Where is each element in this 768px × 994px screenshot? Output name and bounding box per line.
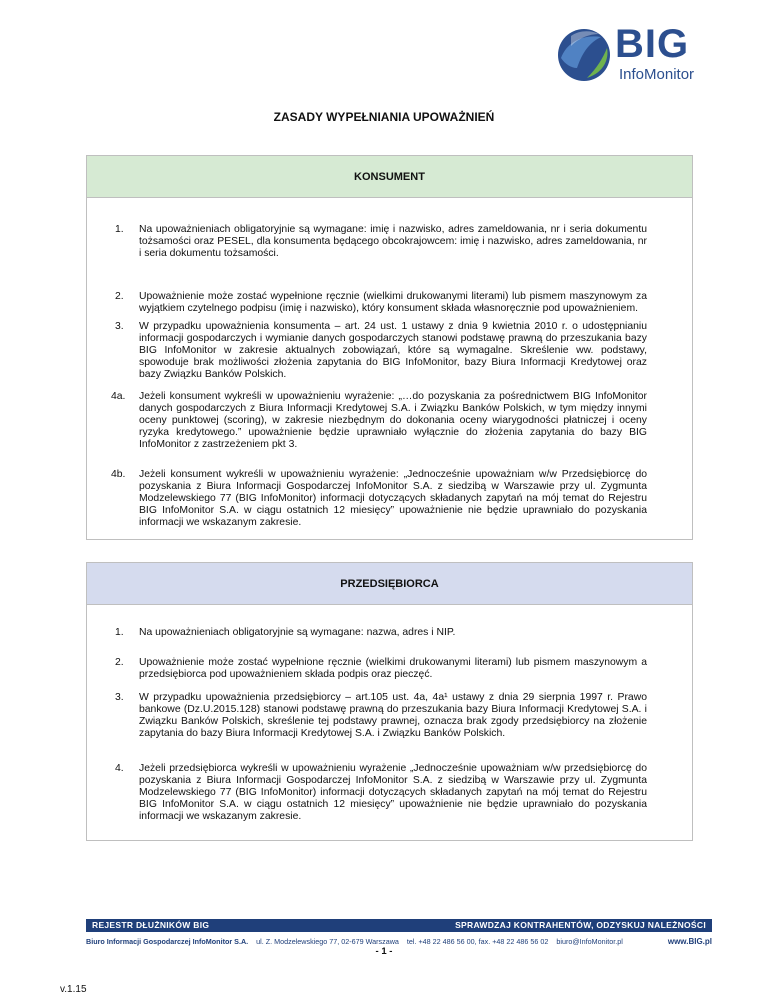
item-text: W przypadku upoważnienia konsumenta – art. 24 ust. 1 ustawy z dnia 9 kwietnia 2010 r. o udostępnianiu informacji gospodarczych i wymianie danych gospodarczych stanowi podstawę prawną do przeszukania bazy BIG InfoMonitor w zakresie aktualnych zobowiązań, które są wymagalne. Skreślenie ww. podstawy, spowoduje brak możliwości złożenia zapytania do BIG InfoMonitor, bazy Biura Informacji Kredytowej oraz bazy Związku Banków Polskich. (139, 321, 647, 381)
logo-brand-text: BIG (615, 22, 690, 66)
item-number: 2. (115, 657, 124, 668)
globe-icon (557, 28, 611, 82)
page-title: ZASADY WYPEŁNIANIA UPOWAŻNIEŃ (273, 110, 495, 124)
item-number: 1. (115, 224, 124, 235)
konsument-section (86, 155, 693, 540)
item-text: Jeżeli przedsiębiorca wykreśli w upoważnieniu wyrażenie „Jednocześnie upoważniam w/w przedsiębiorcę do pozyskania z Biura Informacji Gospodarczej InfoMonitor S.A. z siedzibą w Warszawie przy ul. Zygmunta Modzelewskiego 77 (BIG InfoMonitor) informacji dotyczących składanych zapytań na mój temat do Rejestru BIG InfoMonitor S.A. w ciągu ostatnich 12 miesięcy” upoważnienie nie będzie uprawniało do pozyskania informacji we wskazanym zakresie. (139, 763, 647, 823)
big-infomonitor-logo (557, 22, 707, 98)
item-number: 3. (115, 692, 124, 703)
item-number: 4. (115, 763, 124, 774)
item-text: Na upoważnieniach obligatoryjnie są wymagane: nazwa, adres i NIP. (139, 627, 456, 638)
page-number: - 1 - (375, 946, 393, 957)
item-number: 1. (115, 627, 124, 638)
przedsiebiorca-section (86, 562, 693, 841)
item-text: Upoważnienie może zostać wypełnione ręcznie (wielkimi drukowanymi literami) lub pismem maszynowym za wyjątkiem czytelnego podpisu (imię i nazwisko), który konsument składa własnoręcznie pod upoważnieniem. (139, 291, 647, 315)
item-number: 4b. (111, 469, 126, 480)
footer-company: Biuro Informacji Gospodarczej InfoMonitor S.A. (86, 937, 249, 946)
item-number: 4a. (111, 391, 126, 402)
footer-contact-line (86, 937, 712, 946)
konsument-heading: KONSUMENT (87, 156, 692, 198)
item-text: Jeżeli konsument wykreśli w upoważnieniu wyrażenie: „…do pozyskania za pośrednictwem BIG InfoMonitor danych gospodarczych z Biura Informacji Kredytowej S.A. i Związku Banków Polskich, w tym między innymi oceny punktowej (scoring), w zakresie niezbędnym do dokonania oceny wiarygodności płatniczej i oceny ryzyka kredytowego.” upoważnienie będzie uprawniało wyłącznie do złożenia zapytania do bazy BIG InfoMonitor z zastrzeżeniem pkt 3. (139, 391, 647, 451)
footer-phone: tel. +48 22 486 56 00, fax. +48 22 486 56 02 (406, 937, 549, 946)
przedsiebiorca-heading: PRZEDSIĘBIORCA (87, 563, 692, 605)
footer-bar (86, 919, 712, 932)
item-text: Na upoważnieniach obligatoryjnie są wymagane: imię i nazwisko, adres zameldowania, nr i seria dokumentu tożsamości oraz PESEL, dla konsumenta będącego obcokrajowcem: imię i nazwisko, adres zameldowania, nr i seria dokumentu tożsamości. (139, 224, 647, 260)
footer-bar-left: REJESTR DŁUŻNIKÓW BIG (92, 920, 210, 930)
footer-website-link[interactable]: www.BIG.pl (667, 937, 712, 946)
item-number: 3. (115, 321, 124, 332)
version-label: v.1.15 (60, 984, 87, 994)
item-text: Jeżeli konsument wykreśli w upoważnieniu wyrażenie: „Jednocześnie upoważniam w/w Przedsiębiorcę do pozyskania z Biura Informacji Gospodarczej InfoMonitor S.A. z siedzibą w Warszawie przy ul. Zygmunta Modzelewskiego 77 (BIG InfoMonitor) informacji dotyczących składanych zapytań na mój temat do Rejestru BIG InfoMonitor S.A. w ciągu ostatnich 12 miesięcy” upoważnienie nie będzie uprawniało do pozyskania informacji we wskazanym zakresie. (139, 469, 647, 529)
item-number: 2. (115, 291, 124, 302)
footer-email[interactable]: biuro@InfoMonitor.pl (556, 937, 623, 946)
item-text: W przypadku upoważnienia przedsiębiorcy – art.105 ust. 4a, 4a¹ ustawy z dnia 29 sierpnia 1997 r. Prawo bankowe (Dz.U.2015.128) stanowi podstawę prawną do przeszukania bazy Biura Informacji Kredytowej S.A. i Związku Banków Polskich, skreślenie tej podstawy prawnej, oznacza brak zgody przedsiębiorcy na złożenie zapytania do bazy Biura Informacji Kredytowej S.A. i Związku Banków Polskich. (139, 692, 647, 740)
footer-bar-right: SPRAWDZAJ KONTRAHENTÓW, ODZYSKUJ NALEŻNOŚCI (455, 920, 706, 930)
footer-address: ul. Z. Modzelewskiego 77, 02-679 Warszawa (256, 937, 399, 946)
item-text: Upoważnienie może zostać wypełnione ręcznie (wielkimi drukowanymi literami) lub pismem maszynowym a przedsiębiorca pod upoważnieniem składa podpis oraz pieczęć. (139, 657, 647, 681)
logo-sub-text: InfoMonitor (619, 66, 695, 83)
